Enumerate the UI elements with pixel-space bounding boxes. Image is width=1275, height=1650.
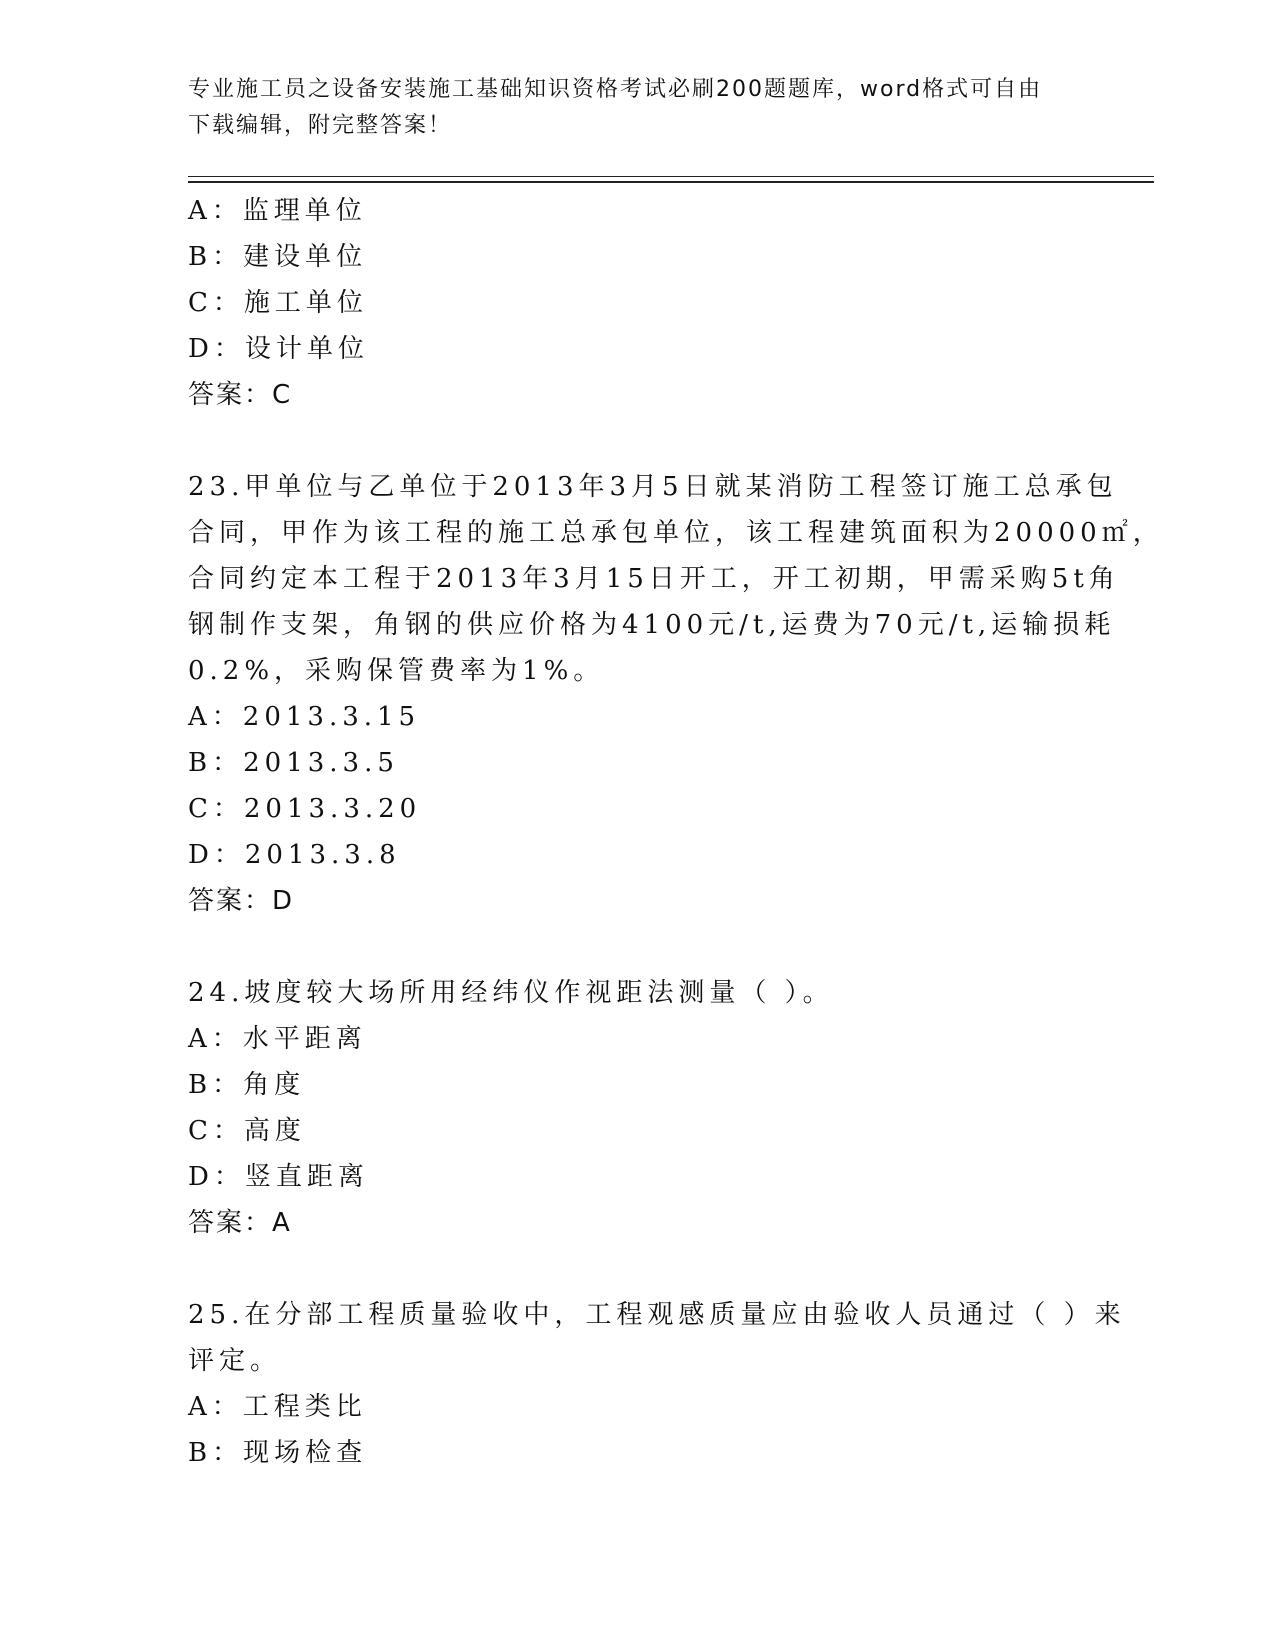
option-a: A：2013.3.15 — [188, 702, 421, 732]
spacer — [188, 418, 1088, 464]
option-b: B：现场检查 — [188, 1438, 368, 1468]
option-b: B：2013.3.5 — [188, 748, 399, 778]
header-line-2: 下载编辑，附完整答案！ — [188, 113, 453, 138]
question-text-line: 钢制作支架，角钢的供应价格为4100元/t,运费为70元/t,运输损耗 — [188, 610, 1116, 640]
question-text-line: 0.2%，采购保管费率为1%。 — [188, 656, 605, 686]
answer-line: 答案：C — [188, 380, 293, 410]
question-23 — [188, 464, 1164, 924]
question-content — [188, 188, 1164, 1476]
option-c: C：施工单位 — [188, 288, 368, 318]
answer-line: 答案：D — [188, 886, 295, 916]
header-line-1: 专业施工员之设备安装施工基础知识资格考试必刷200题题库，word格式可自由 — [188, 77, 1043, 102]
header-divider-top — [188, 176, 1154, 177]
question-text-line: 合同，甲作为该工程的施工总承包单位，该工程建筑面积为20000㎡， — [188, 518, 1164, 548]
header-divider-bottom — [188, 181, 1154, 183]
option-d: D：设计单位 — [188, 334, 369, 364]
option-c: C：高度 — [188, 1116, 306, 1146]
option-a: A：监理单位 — [188, 196, 367, 226]
document-header — [188, 72, 1088, 144]
question-text-line: 合同约定本工程于2013年3月15日开工，开工初期，甲需采购5t角 — [188, 564, 1120, 594]
option-d: D：竖直距离 — [188, 1162, 369, 1192]
question-22 — [188, 188, 1088, 418]
question-text-line: 25.在分部工程质量验收中，工程观感质量应由验收人员通过（ ）来 — [188, 1300, 1126, 1330]
spacer — [188, 924, 1088, 970]
option-b: B：建设单位 — [188, 242, 368, 272]
question-text-line: 23.甲单位与乙单位于2013年3月5日就某消防工程签订施工总承包 — [188, 472, 1118, 502]
answer-line: 答案：A — [188, 1208, 292, 1238]
question-text-line: 24.坡度较大场所用经纬仪作视距法测量（ ）。 — [188, 978, 834, 1008]
option-c: C：2013.3.20 — [188, 794, 422, 824]
option-a: A：水平距离 — [188, 1024, 367, 1054]
question-24 — [188, 970, 1088, 1246]
option-b: B：角度 — [188, 1070, 306, 1100]
question-25 — [188, 1292, 1126, 1476]
question-text-line: 评定。 — [188, 1346, 282, 1376]
option-d: D：2013.3.8 — [188, 840, 401, 870]
option-a: A：工程类比 — [188, 1392, 367, 1422]
spacer — [188, 1246, 1088, 1292]
